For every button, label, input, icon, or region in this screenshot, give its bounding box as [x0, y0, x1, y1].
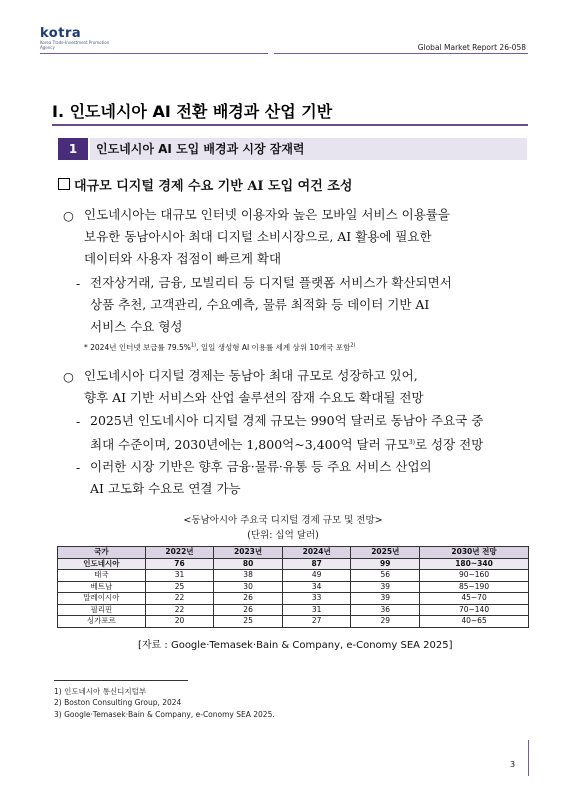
page-margin-rule — [528, 740, 529, 776]
bullet-1-text — [84, 204, 512, 270]
dash-bullet-icon: - — [76, 414, 81, 429]
table-cell: 태국 — [58, 570, 146, 582]
table-row — [58, 616, 529, 628]
table-title: <동남아시아 주요국 디지털 경제 규모 및 전망> — [183, 515, 383, 526]
table-cell: 39 — [351, 581, 420, 593]
table-cell: 베트남 — [58, 581, 146, 593]
dash-3-text — [90, 456, 512, 500]
table-cell: 34 — [282, 581, 351, 593]
table-cell: 99 — [351, 558, 420, 570]
table-header-cell: 국가 — [58, 547, 146, 559]
note-text-mid: , 일일 생성형 AI 이용률 세계 상위 10개국 포함 — [196, 343, 351, 352]
table-header-cell: 2030년 전망 — [420, 547, 529, 559]
note-internet-penetration — [84, 342, 355, 353]
table-cell: 39 — [351, 593, 420, 605]
note-sup-1: 1) — [190, 342, 197, 349]
table-cell: 31 — [282, 604, 351, 616]
table-cell: 25 — [214, 616, 283, 628]
table-cell: 180~340 — [420, 558, 529, 570]
table-cell: 22 — [145, 604, 214, 616]
table-header-cell: 2024년 — [282, 547, 351, 559]
subsection-title: 대규모 디지털 경제 수요 기반 AI 도입 여건 조성 — [74, 179, 353, 194]
dash-1-line-1: 전자상거래, 금융, 모빌리티 등 디지털 플랫폼 서비스가 확산되면서 — [90, 275, 452, 290]
table-cell: 80 — [214, 558, 283, 570]
table-source: [자료 : Google·Temasek·Bain & Company, e-Conomy SEA 2025] — [138, 640, 453, 651]
table-cell: 38 — [214, 570, 283, 582]
dash-bullet-icon: - — [76, 276, 81, 291]
table-cell: 33 — [282, 593, 351, 605]
dash-1-line-3: 서비스 수요 형성 — [90, 319, 183, 334]
table-cell: 26 — [214, 593, 283, 605]
table-cell: 90~160 — [420, 570, 529, 582]
note-sup-2: 2) — [350, 342, 356, 349]
table-cell: 36 — [351, 604, 420, 616]
table-row — [58, 581, 529, 593]
dash-3-line-1: 이러한 시장 기반은 향후 금융·물류·유통 등 주요 서비스 산업의 — [90, 459, 432, 474]
footnote-1: 1) 인도네시아 통신디지털부 — [54, 687, 147, 696]
bullet-1-line-1: 인도네시아는 대규모 인터넷 이용자와 높은 모바일 서비스 이용률을 — [84, 207, 450, 222]
circle-bullet-icon: ○ — [63, 369, 74, 384]
table-cell: 22 — [145, 593, 214, 605]
table-row — [58, 570, 529, 582]
table-cell: 25 — [145, 581, 214, 593]
dash-2-text — [90, 410, 512, 456]
checkbox-square-icon — [58, 178, 70, 190]
section-title: 인도네시아 AI 도입 배경과 시장 잠재력 — [90, 138, 527, 160]
dash-3-line-2: AI 고도화 수요로 연결 가능 — [90, 481, 241, 496]
kotra-logo-subtitle: Korea Trade-Investment Promotion Agency — [40, 40, 110, 50]
table-row — [58, 604, 529, 616]
table-cell: 85~190 — [420, 581, 529, 593]
footnote-rule — [54, 680, 188, 681]
table-row — [58, 558, 529, 570]
bullet-2-line-1: 인도네시아 디지털 경제는 동남아 최대 규모로 성장하고 있어, — [84, 368, 418, 383]
table-header-row — [58, 547, 529, 559]
table-cell: 87 — [282, 558, 351, 570]
table-row — [58, 593, 529, 605]
kotra-logo: kotra — [40, 26, 82, 41]
dash-1-text — [90, 272, 512, 338]
dash-2-line-2 — [90, 432, 512, 456]
bullet-1-line-3: 데이터와 사용자 접점이 빠르게 확대 — [84, 251, 282, 266]
table-cell: 31 — [145, 570, 214, 582]
table-header-cell: 2022년 — [145, 547, 214, 559]
header-rule-right — [274, 53, 528, 54]
table-cell: 56 — [351, 570, 420, 582]
table-cell: 26 — [214, 604, 283, 616]
chapter-rule — [52, 124, 528, 126]
table-cell: 27 — [282, 616, 351, 628]
table-cell: 49 — [282, 570, 351, 582]
table-unit: (단위: 십억 달러) — [247, 530, 319, 541]
bullet-2-text — [84, 365, 512, 409]
dash-2-line-2-post: 로 성장 전망 — [415, 437, 484, 453]
dash-bullet-icon: - — [76, 460, 81, 475]
table-cell: 말레이시아 — [58, 593, 146, 605]
page-number: 3 — [510, 760, 516, 769]
bullet-2-line-2: 향후 AI 기반 서비스와 산업 솔루션의 잠재 수요도 확대될 전망 — [84, 390, 424, 405]
note-text-pre: * 2024년 인터넷 보급률 79.5% — [84, 343, 191, 352]
table-header-cell: 2023년 — [214, 547, 283, 559]
table-cell: 인도네시아 — [58, 558, 146, 570]
dash-2-line-1: 2025년 인도네시아 디지털 경제 규모는 990억 달러로 동남아 주요국 중 — [90, 413, 484, 428]
chapter-title: Ⅰ. 인도네시아 AI 전환 배경과 산업 기반 — [52, 102, 333, 121]
table-cell: 필리핀 — [58, 604, 146, 616]
footnote-2: 2) Boston Consulting Group, 2024 — [54, 698, 182, 707]
footnote-ref-3: 3) — [408, 439, 415, 446]
table-cell: 싱가포르 — [58, 616, 146, 628]
table-cell: 45~70 — [420, 593, 529, 605]
table-cell: 30 — [214, 581, 283, 593]
dash-2-line-2-pre: 최대 수준이며, 2030년에는 1,800억~3,400억 달러 규모 — [90, 437, 409, 453]
table-cell: 40~65 — [420, 616, 529, 628]
table-cell: 29 — [351, 616, 420, 628]
circle-bullet-icon: ○ — [63, 208, 74, 223]
digital-economy-table — [57, 546, 529, 628]
footnote-3: 3) Google·Temasek·Bain & Company, e-Conomy SEA 2025. — [54, 710, 275, 719]
table-cell: 20 — [145, 616, 214, 628]
report-number: Global Market Report 26-058 — [417, 43, 526, 52]
section-number: 1 — [58, 138, 88, 160]
header-rule-left — [40, 53, 268, 54]
table-cell: 70~140 — [420, 604, 529, 616]
dash-1-line-2: 상품 추천, 고객관리, 수요예측, 물류 최적화 등 데이터 기반 AI — [90, 297, 430, 312]
bullet-1-line-2: 보유한 동남아시아 최대 디지털 소비시장으로, AI 활용에 필요한 — [84, 229, 432, 244]
table-cell: 76 — [145, 558, 214, 570]
table-header-cell: 2025년 — [351, 547, 420, 559]
